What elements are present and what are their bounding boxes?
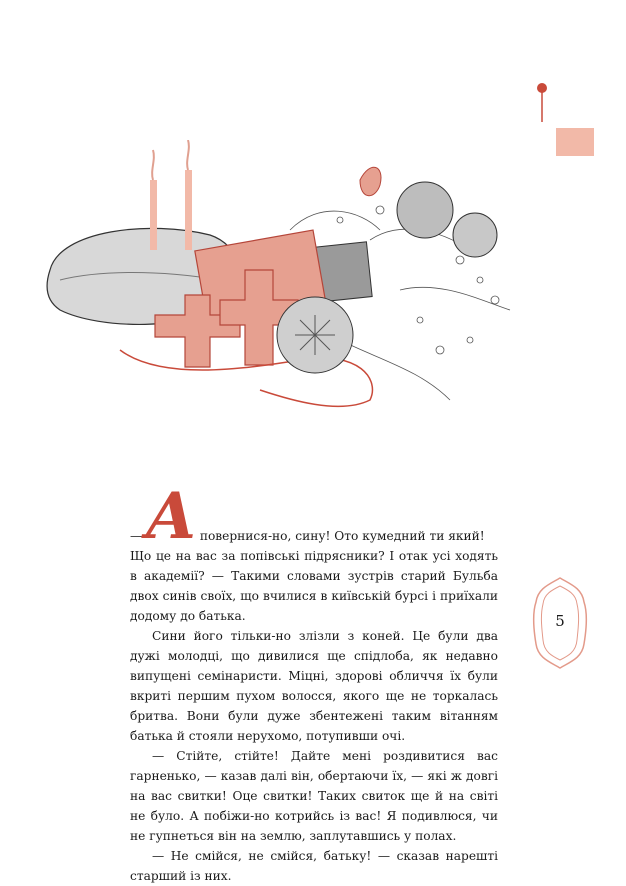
pin-icon <box>536 80 548 122</box>
flower-bud-icon <box>360 167 381 195</box>
page-number: 5 <box>555 612 565 630</box>
text-block <box>130 479 498 886</box>
paragraph-2: Сини його тільки-но злізли з коней. Це були два дужі молодці, що дивилися ще спідлоба, як недавно випущені семінаристи. Міцні, здорові обличчя їх були вкриті першим пухом волосся, якого ще не торкалась бритва. Вони були дуже збентежені таким вітанням батька й стояли нерухомо, потупивши очі. <box>130 629 498 743</box>
first-line <box>130 479 498 554</box>
dash: — <box>130 529 143 543</box>
still-life-illustration <box>40 140 520 430</box>
dropcap: A <box>146 479 196 554</box>
paragraph-1: Що це на вас за попівські підрясники? І отак усі ходять в академії? — Такими словами зустрів старий Бульба двох синів своїх, що вчилися в київській бурсі і приїхали додому до батька. <box>130 549 498 623</box>
paragraph-3: — Стійте, стійте! Дайте мені роздивитися вас гарненько, — казав далі він, обертаючи їх, — які ж довгі на вас свитки! Оце свитки! Таких свиток ще й на світі не було. А побіжи-но котрийсь із вас! Я подивлюся, чи не гупнеться він на землю, заплутавшись у полах. <box>130 749 498 843</box>
first-line-text: повернися-но, сину! Ото кумедний ти який! <box>199 529 485 543</box>
corner-tab <box>556 128 594 156</box>
paragraph-4: — Не смійся, не смійся, батьку! — сказав нарешті старший із них. <box>130 849 498 883</box>
